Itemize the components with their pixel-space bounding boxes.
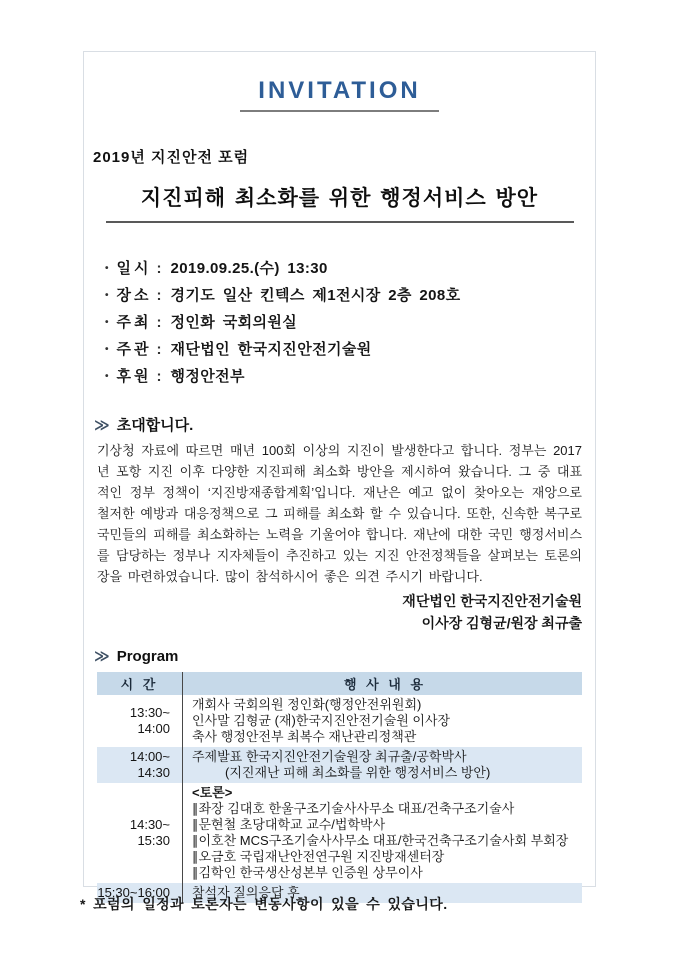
content-line: 주제발표 한국지진안전기술원장 최규출/공학박사 [192, 749, 467, 764]
event-details-list [84, 255, 595, 390]
bullet-icon: • [105, 290, 109, 301]
detail-separator: : [156, 368, 162, 385]
invite-heading-text: 초대합니다. [116, 417, 194, 434]
chevron-icon: ≫ [94, 417, 110, 434]
time-cell [97, 695, 182, 747]
content-line: ∥이호찬 MCS구조기술사사무소 대표/한국건축구조기술사회 부회장 [192, 833, 569, 848]
detail-separator: : [156, 314, 162, 331]
detail-item-date [105, 255, 595, 282]
program-section-heading [94, 647, 595, 665]
program-row-discussion [97, 783, 582, 883]
detail-label: 주최 [116, 314, 152, 331]
invitation-heading [84, 77, 595, 112]
content-cell [182, 747, 582, 783]
detail-label: 일시 [116, 260, 152, 277]
bullet-icon: • [105, 263, 109, 274]
invitation-title: INVITATION [240, 77, 438, 112]
content-cell [182, 783, 582, 883]
bullet-icon: • [105, 344, 109, 355]
time-line: 13:30~ [129, 705, 170, 720]
program-table [97, 672, 582, 903]
program-row-opening [97, 695, 582, 747]
time-column-header: 시 간 [120, 677, 159, 692]
time-line: 14:00 [137, 721, 170, 736]
content-column-header: 행 사 내 용 [182, 672, 582, 695]
detail-value: 경기도 일산 킨텍스 제1전시장 2층 208호 [170, 287, 461, 304]
content-line: 인사말 김형균 (재)한국지진안전기술원 이사장 [192, 713, 451, 728]
time-line: 15:30 [137, 833, 170, 848]
detail-label: 후원 [116, 368, 152, 385]
content-line: <토론> [192, 785, 233, 800]
detail-value: 2019.09.25.(수) 13:30 [170, 260, 328, 277]
detail-separator: : [156, 341, 162, 358]
time-cell [97, 747, 182, 783]
content-cell [182, 695, 582, 747]
detail-value: 재단법인 한국지진안전기술원 [170, 341, 372, 358]
chevron-icon: ≫ [94, 648, 110, 665]
detail-separator: : [156, 287, 162, 304]
signature-block [97, 590, 582, 634]
detail-value: 정인화 국회의원실 [170, 314, 298, 331]
detail-separator: : [156, 260, 162, 277]
content-line: ∥문현철 초당대학교 교수/법학박사 [192, 817, 386, 832]
time-line: 14:30 [137, 765, 170, 780]
detail-label: 주관 [116, 341, 152, 358]
bullet-icon: • [105, 371, 109, 382]
bullet-icon: • [105, 317, 109, 328]
time-line: 14:00~ [129, 749, 170, 764]
invite-body: 기상청 자료에 따르면 매년 100회 이상의 지진이 발생한다고 합니다. 정부는 2017년 포항 지진 이후 다양한 지진피해 최소화 방안을 제시하여 왔습니다. 그 중 대표적인 정부 정책이 ‘지진방재종합계획’입니다. 재난은 예고 없이 찾아오는 재앙으로 철저한 예방과 대응정책으로 그 피해를 최소화 할 수 있습니다. 또한, 신속한 복구로 국민들의 피해를 최소화하는 노력을 기울어야 합니다. 재난에 대한 국민 행정서비스를 담당하는 정부나 지자체들이 추진하고 있는 지진 안전정책들을 살펴보는 토론의 장을 마련하였습니다. 많이 참석하시어 좋은 의견 주시기 바랍니다. [97, 443, 582, 584]
program-row-keynote [97, 747, 582, 783]
program-heading-text: Program [116, 648, 179, 665]
program-table-header [97, 672, 582, 695]
detail-item-organizer [105, 336, 595, 363]
time-line: 14:30~ [129, 817, 170, 832]
time-cell [97, 783, 182, 883]
detail-item-sponsor [105, 363, 595, 390]
content-line: ∥오금호 국립재난안전연구원 지진방재센터장 [192, 849, 445, 864]
content-line: ∥김학인 한국생산성본부 인증원 상무이사 [192, 865, 423, 880]
content-line: 개회사 국회의원 정인화(행정안전위원회) [192, 697, 422, 712]
detail-item-place [105, 282, 595, 309]
signature-people: 이사장 김형균/원장 최규출 [421, 615, 582, 631]
content-line: ∥좌장 김대호 한울구조기술사사무소 대표/건축구조기술사 [192, 801, 515, 816]
main-title: 지진피해 최소화를 위한 행정서비스 방안 [140, 187, 539, 210]
content-line: 축사 행정안전부 최복수 재난관리정책관 [192, 729, 417, 744]
time-line: 15:30~16:00 [97, 885, 170, 900]
detail-label: 장소 [116, 287, 152, 304]
footnote: * 포럼의 일정과 토론자는 변동사항이 있을 수 있습니다. [80, 896, 448, 912]
invite-section-heading [94, 414, 595, 435]
content-line: (지진재난 피해 최소화를 위한 행정서비스 방안) [225, 765, 491, 780]
forum-name: 2019년 지진안전 포럼 [93, 149, 250, 166]
detail-item-host [105, 309, 595, 336]
content-line: 참석자 질의응답 후 [192, 885, 300, 900]
signature-org: 재단법인 한국지진안전기술원 [402, 593, 582, 609]
document-page [83, 51, 596, 900]
detail-value: 행정안전부 [170, 368, 245, 385]
main-title-underline [106, 182, 574, 223]
